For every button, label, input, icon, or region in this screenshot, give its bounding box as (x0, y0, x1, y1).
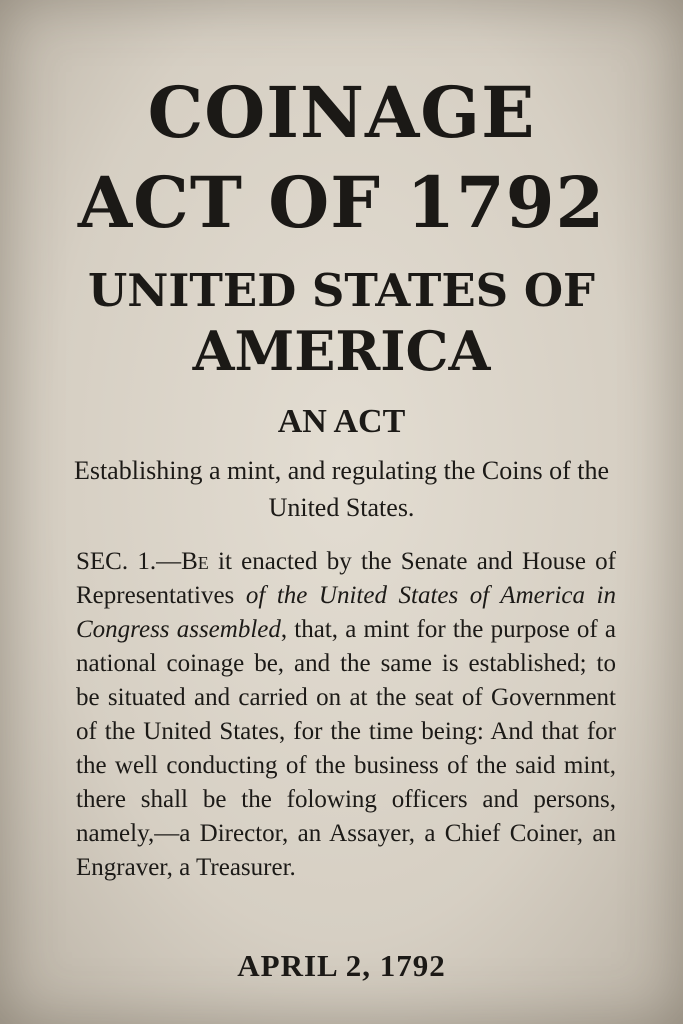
section-text-italic: of the United States of America in Congress assembled (76, 582, 616, 643)
act-date: APRIL 2, 1792 (237, 948, 446, 983)
section-1-text (76, 545, 616, 885)
act-preamble: Establishing a mint, and regulating the Coins of the United States. (73, 456, 610, 522)
section-text-part-2: , that, a mint for the purpose of a national coinage be, and the same is established; to be situated and carried on at the seat of Government of the United States, for the time being: And that for the well conducting of the business of the said mint, there shall be the folowing officers and persons, namely,—a Director, an Assayer, a Chief Coiner, an Engraver, a Treasurer. (76, 616, 617, 881)
country-line-2: AMERICA (192, 319, 491, 383)
section-label: SEC. 1.— (76, 548, 182, 575)
act-heading: AN ACT (277, 403, 406, 440)
title-line-1: COINAGE (147, 71, 536, 154)
section-text-part-1: it enacted by the Senate and House of Representatives (76, 548, 616, 609)
section-lead-caps: Be (181, 548, 209, 575)
country-line-1: UNITED STATES OF (88, 264, 595, 317)
title-line-2: ACT OF 1792 (77, 161, 606, 244)
